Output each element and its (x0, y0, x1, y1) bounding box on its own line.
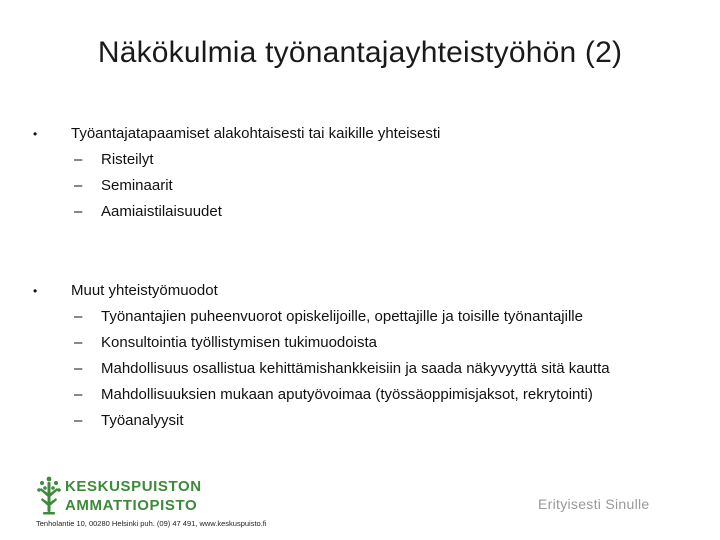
dash-marker: – (74, 308, 83, 325)
dash-marker: – (74, 334, 83, 351)
logo-text-line2: AMMATTIOPISTO (65, 497, 198, 514)
dash-marker: – (74, 177, 83, 194)
sub-item-text: Risteilyt (101, 151, 154, 168)
sub-item-text: Konsultointia työllistymisen tukimuodoista (101, 334, 377, 351)
school-logo (36, 476, 236, 518)
sub-item-text: Aamiaistilaisuudet (101, 203, 222, 220)
footer-slogan: Erityisesti Sinulle (538, 496, 650, 512)
sub-item-text: Mahdollisuuksien mukaan aputyövoimaa (työssäoppimisjaksot, rekrytointi) (101, 386, 593, 403)
logo-text-line1: KESKUSPUISTON (65, 478, 202, 495)
footer-address: Tenholantie 10, 00280 Helsinki puh. (09) 47 491, www.keskuspuisto.fi (36, 519, 267, 528)
dash-marker: – (74, 412, 83, 429)
bullet-marker: • (33, 127, 38, 141)
bullet-1-text: Työantajatapaamiset alakohtaisesti tai kaikille yhteisesti (71, 125, 441, 142)
dash-marker: – (74, 151, 83, 168)
bullet-marker: • (33, 284, 38, 298)
sub-item-text: Mahdollisuus osallistua kehittämishankkeisiin ja saada näkyvyyttä sitä kautta (101, 360, 610, 377)
bullet-2-text: Muut yhteistyömuodot (71, 282, 218, 299)
sub-item-text: Työanalyysit (101, 412, 184, 429)
dash-marker: – (74, 360, 83, 377)
slide-title: Näkökulmia työnantajayhteistyöhön (2) (97, 36, 623, 69)
dash-marker: – (74, 203, 83, 220)
sub-item-text: Seminaarit (101, 177, 173, 194)
dash-marker: – (74, 386, 83, 403)
sub-item-text: Työnantajien puheenvuorot opiskelijoille, opettajille ja toisille työnantajille (101, 308, 583, 325)
tree-figure-icon (36, 476, 62, 516)
